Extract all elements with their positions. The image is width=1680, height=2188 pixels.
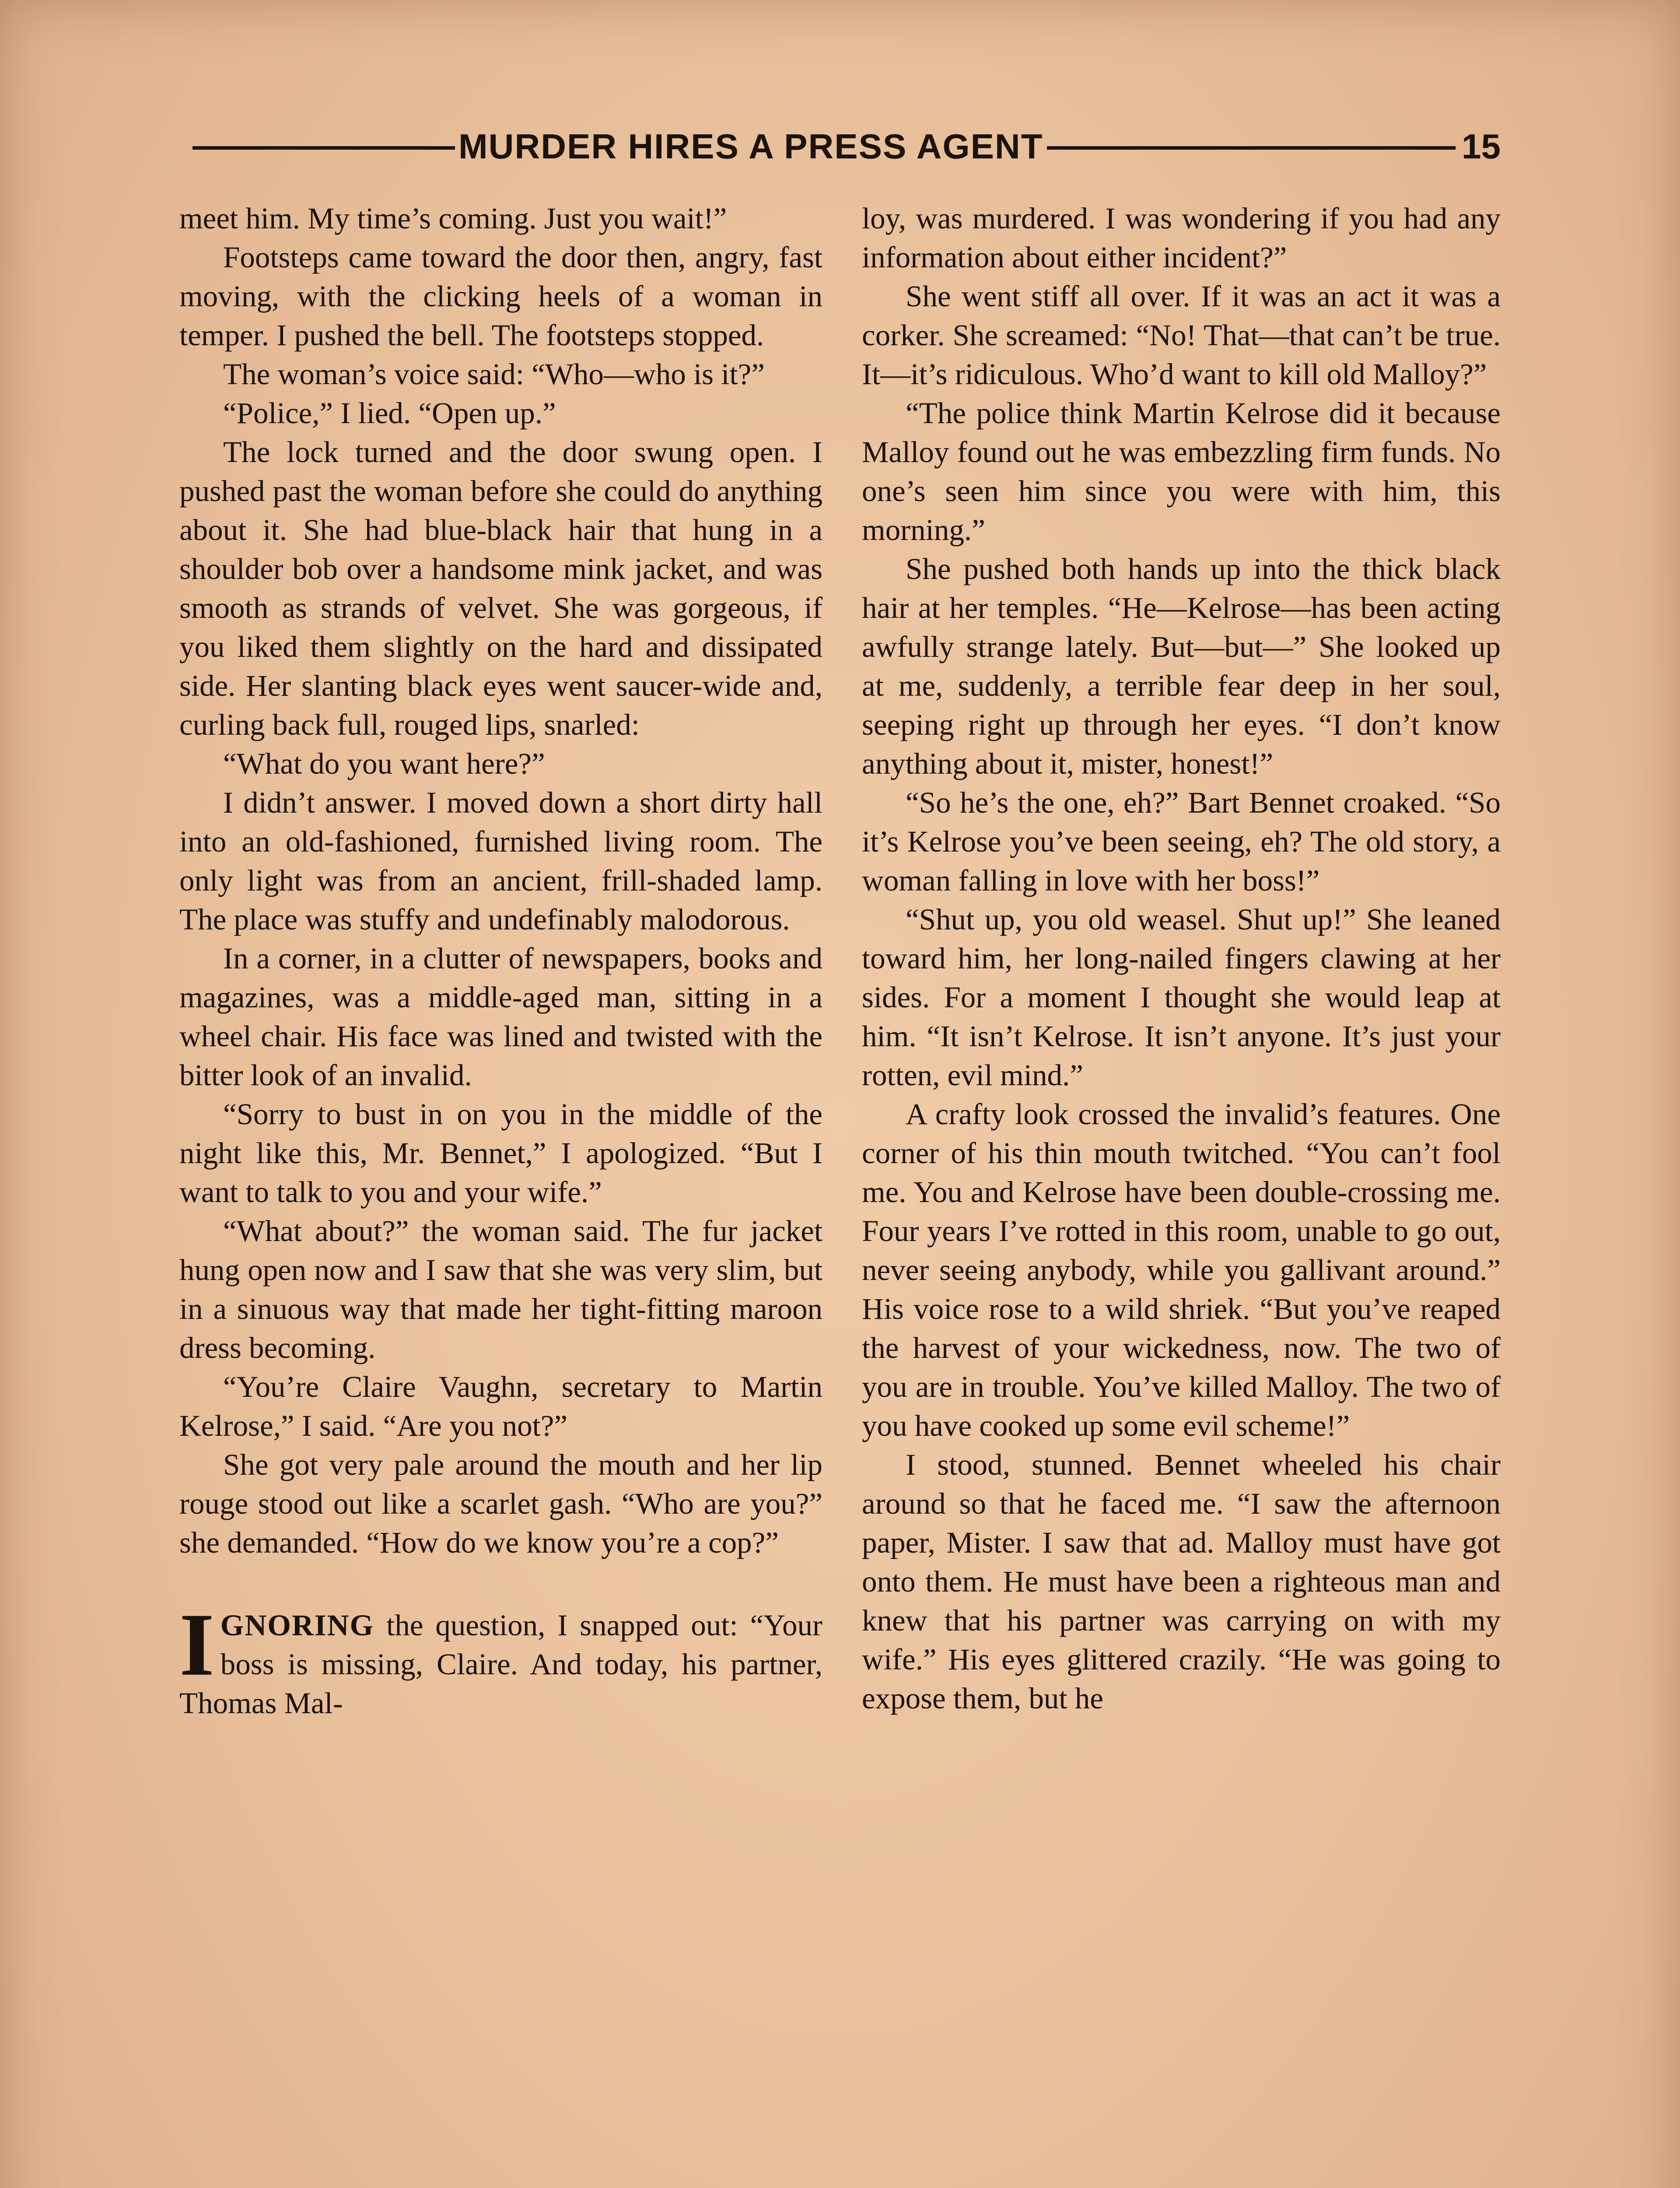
drop-cap: I xyxy=(179,1595,214,1694)
header-rule-left xyxy=(192,146,455,150)
story-title: MURDER HIRES A PRESS AGENT xyxy=(458,127,1043,166)
paragraph: “Shut up, you old weasel. Shut up!” She leaned toward him, her long-nailed fingers clawing at her sides. For a moment I thought she would leap at him. “It isn’t Kelrose. It isn’t anyone. It’s just your rotten, evil mind.” xyxy=(862,903,1501,1092)
paragraph: I didn’t answer. I moved down a short dirty hall into an old-fashioned, furnished living room. The only light was from an ancient, frill-shaded lamp. The place was stuffy and undefinably malodorous. xyxy=(179,786,822,936)
lead-word: GNORING xyxy=(220,1609,374,1642)
paragraph: “Sorry to bust in on you in the middle of the night like this, Mr. Bennet,” I apologized. “But I want to talk to you and your wife.” xyxy=(179,1098,822,1209)
paragraph: I stood, stunned. Bennet wheeled his chair around so that he faced me. “I saw the afternoon paper, Mister. I saw that ad. Malloy must have got onto them. He must have been a righteous man and knew that his partner was carrying on with my wife.” His eyes glittered crazily. “He was going to expose them, but he xyxy=(862,1448,1501,1715)
page-number: 15 xyxy=(1462,127,1501,166)
section-opening-paragraph xyxy=(179,1595,822,1723)
paragraph: She went stiff all over. If it was an act it was a corker. She screamed: “No! That—that can’t be true. It—it’s ridiculous. Who’d want to kill old Malloy?” xyxy=(862,280,1501,391)
paragraph: Footsteps came toward the door then, angry, fast moving, with the clicking heels of a woman in temper. I pushed the bell. The footsteps stopped. xyxy=(179,241,822,352)
paragraph: “The police think Martin Kelrose did it because Malloy found out he was embezzling firm funds. No one’s seen him since you were with him, this morning.” xyxy=(862,396,1501,547)
text-column-right xyxy=(862,199,1501,2188)
paragraph: She pushed both hands up into the thick black hair at her temples. “He—Kelrose—has been acting awfully strange lately. But—but—” She looked up at me, suddenly, a terrible fear deep in her soul, seeping right up through her eyes. “I don’t know anything about it, mister, honest!” xyxy=(862,552,1501,780)
text-column-left xyxy=(179,199,822,2188)
paragraph-text: the question, I snapped out: “Your boss is missing, Claire. And today, his partner, Thomas Mal- xyxy=(179,1609,822,1720)
running-header xyxy=(192,120,1501,173)
paragraph: “What about?” the woman said. The fur jacket hung open now and I saw that she was very slim, but in a sinuous way that made her tight-fitting maroon dress becoming. xyxy=(179,1214,822,1364)
paragraph: “So he’s the one, eh?” Bart Bennet croaked. “So it’s Kelrose you’ve been seeing, eh? The old story, a woman falling in love with her boss!” xyxy=(862,786,1501,897)
paragraph: She got very pale around the mouth and her lip rouge stood out like a scarlet gash. “Who are you?” she demanded. “How do we know you’re a cop?” xyxy=(179,1448,822,1559)
paragraph: loy, was murdered. I was wondering if you had any information about either incident?” xyxy=(862,202,1501,274)
paragraph: “Police,” I lied. “Open up.” xyxy=(223,396,556,430)
header-rule-right xyxy=(1047,146,1456,150)
paragraph: In a corner, in a clutter of newspapers, books and magazines, was a middle-aged man, sitting in a wheel chair. His face was lined and twisted with the bitter look of an invalid. xyxy=(179,942,822,1092)
paragraph: “You’re Claire Vaughn, secretary to Martin Kelrose,” I said. “Are you not?” xyxy=(179,1370,822,1442)
paragraph: “What do you want here?” xyxy=(223,747,545,780)
paragraph: The lock turned and the door swung open. I pushed past the woman before she could do anything about it. She had blue-black hair that hung in a shoulder bob over a handsome mink jacket, and was smooth as strands of velvet. She was gorgeous, if you liked them slightly on the hard and dissipated side. Her slanting black eyes went saucer-wide and, curling back full, rouged lips, snarled: xyxy=(179,435,822,741)
paragraph: meet him. My time’s coming. Just you wait!” xyxy=(179,202,727,235)
paragraph: A crafty look crossed the invalid’s features. One corner of his thin mouth twitched. “You can’t fool me. You and Kelrose have been double-crossing me. Four years I’ve rotted in this room, unable to go out, never seeing anybody, while you gallivant around.” His voice rose to a wild shriek. “But you’ve reaped the harvest of your wickedness, now. The two of you are in trouble. You’ve killed Malloy. The two of you have cooked up some evil scheme!” xyxy=(862,1098,1501,1442)
paragraph: The woman’s voice said: “Who—who is it?” xyxy=(223,358,765,391)
